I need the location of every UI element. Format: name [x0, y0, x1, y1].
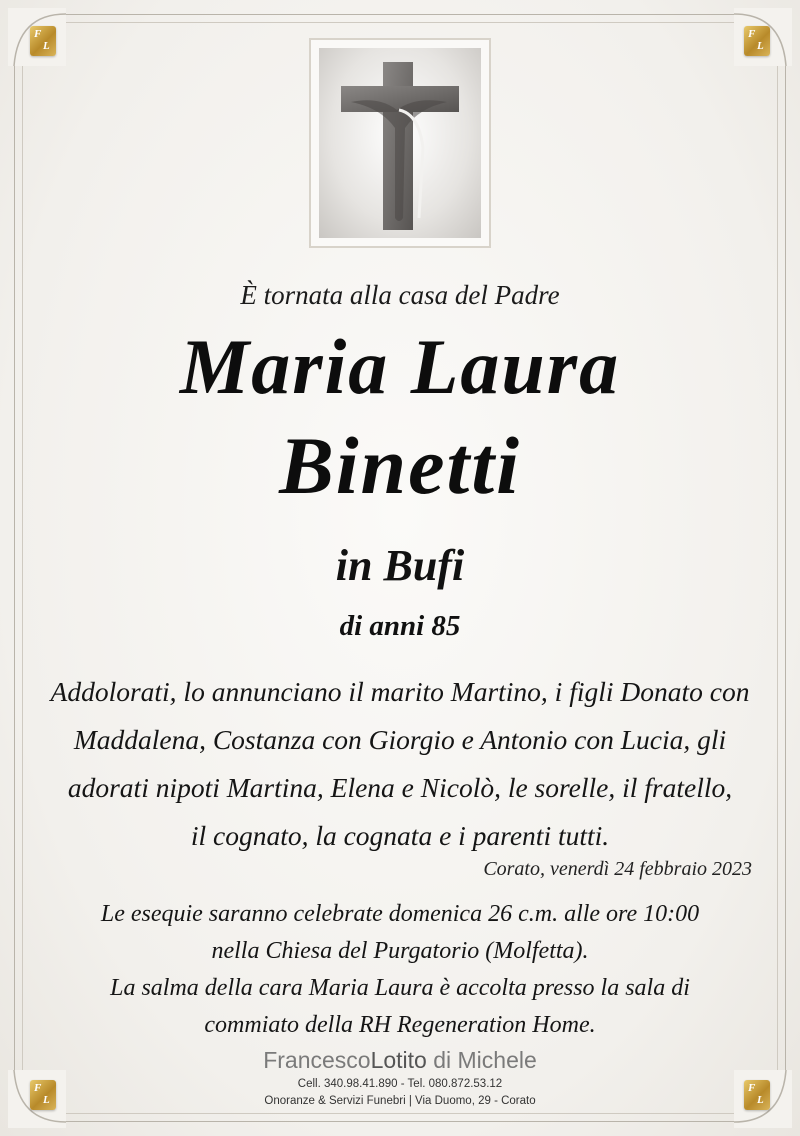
funeral-home-brand	[0, 1047, 800, 1074]
announcement-line: Addolorati, lo annunciano il marito Martino, i figli Donato con	[50, 676, 750, 707]
age: di anni 85	[339, 610, 461, 642]
crucifix-icon	[319, 48, 481, 238]
married-name: in Bufi	[335, 541, 465, 590]
services-address: Onoranze & Servizi Funebri | Via Duomo, 29 - Corato	[264, 1095, 536, 1107]
announcement-line: Maddalena, Costanza con Giorgio e Antonio con Lucia, gli	[73, 724, 727, 755]
crucifix-frame	[309, 38, 491, 248]
contact-numbers: Cell. 340.98.41.890 - Tel. 080.872.53.12	[297, 1078, 503, 1090]
brand-suffix: di Michele	[426, 1047, 537, 1073]
funeral-line: Le esequie saranno celebrate domenica 26 c.m. alle ore 10:00	[100, 901, 700, 927]
monogram-logo-icon: F L	[30, 26, 56, 56]
announcement-line: il cognato, la cognata e i parenti tutti.	[190, 820, 610, 851]
funeral-line: nella Chiesa del Purgatorio (Molfetta).	[211, 938, 589, 964]
funeral-line: La salma della cara Maria Laura è accolta presso la sala di	[110, 975, 690, 1001]
place-date: Corato, venerdì 24 febbraio 2023	[483, 858, 752, 880]
deceased-surname: Binetti	[279, 420, 521, 511]
funeral-line: commiato della RH Regeneration Home.	[204, 1012, 596, 1038]
monogram-logo-icon: F L	[30, 1080, 56, 1110]
brand-first-name: Francesco	[263, 1047, 371, 1073]
funeral-details	[0, 896, 800, 1044]
intro-phrase: È tornata alla casa del Padre	[240, 280, 560, 310]
deceased-first-name: Maria Laura	[179, 323, 621, 410]
monogram-logo-icon: F L	[744, 26, 770, 56]
announcement-text	[40, 668, 760, 860]
monogram-logo-icon: F L	[744, 1080, 770, 1110]
announcement-line: adorati nipoti Martina, Elena e Nicolò, le sorelle, il fratello,	[67, 772, 733, 803]
brand-last-name: Lotito	[370, 1047, 427, 1073]
